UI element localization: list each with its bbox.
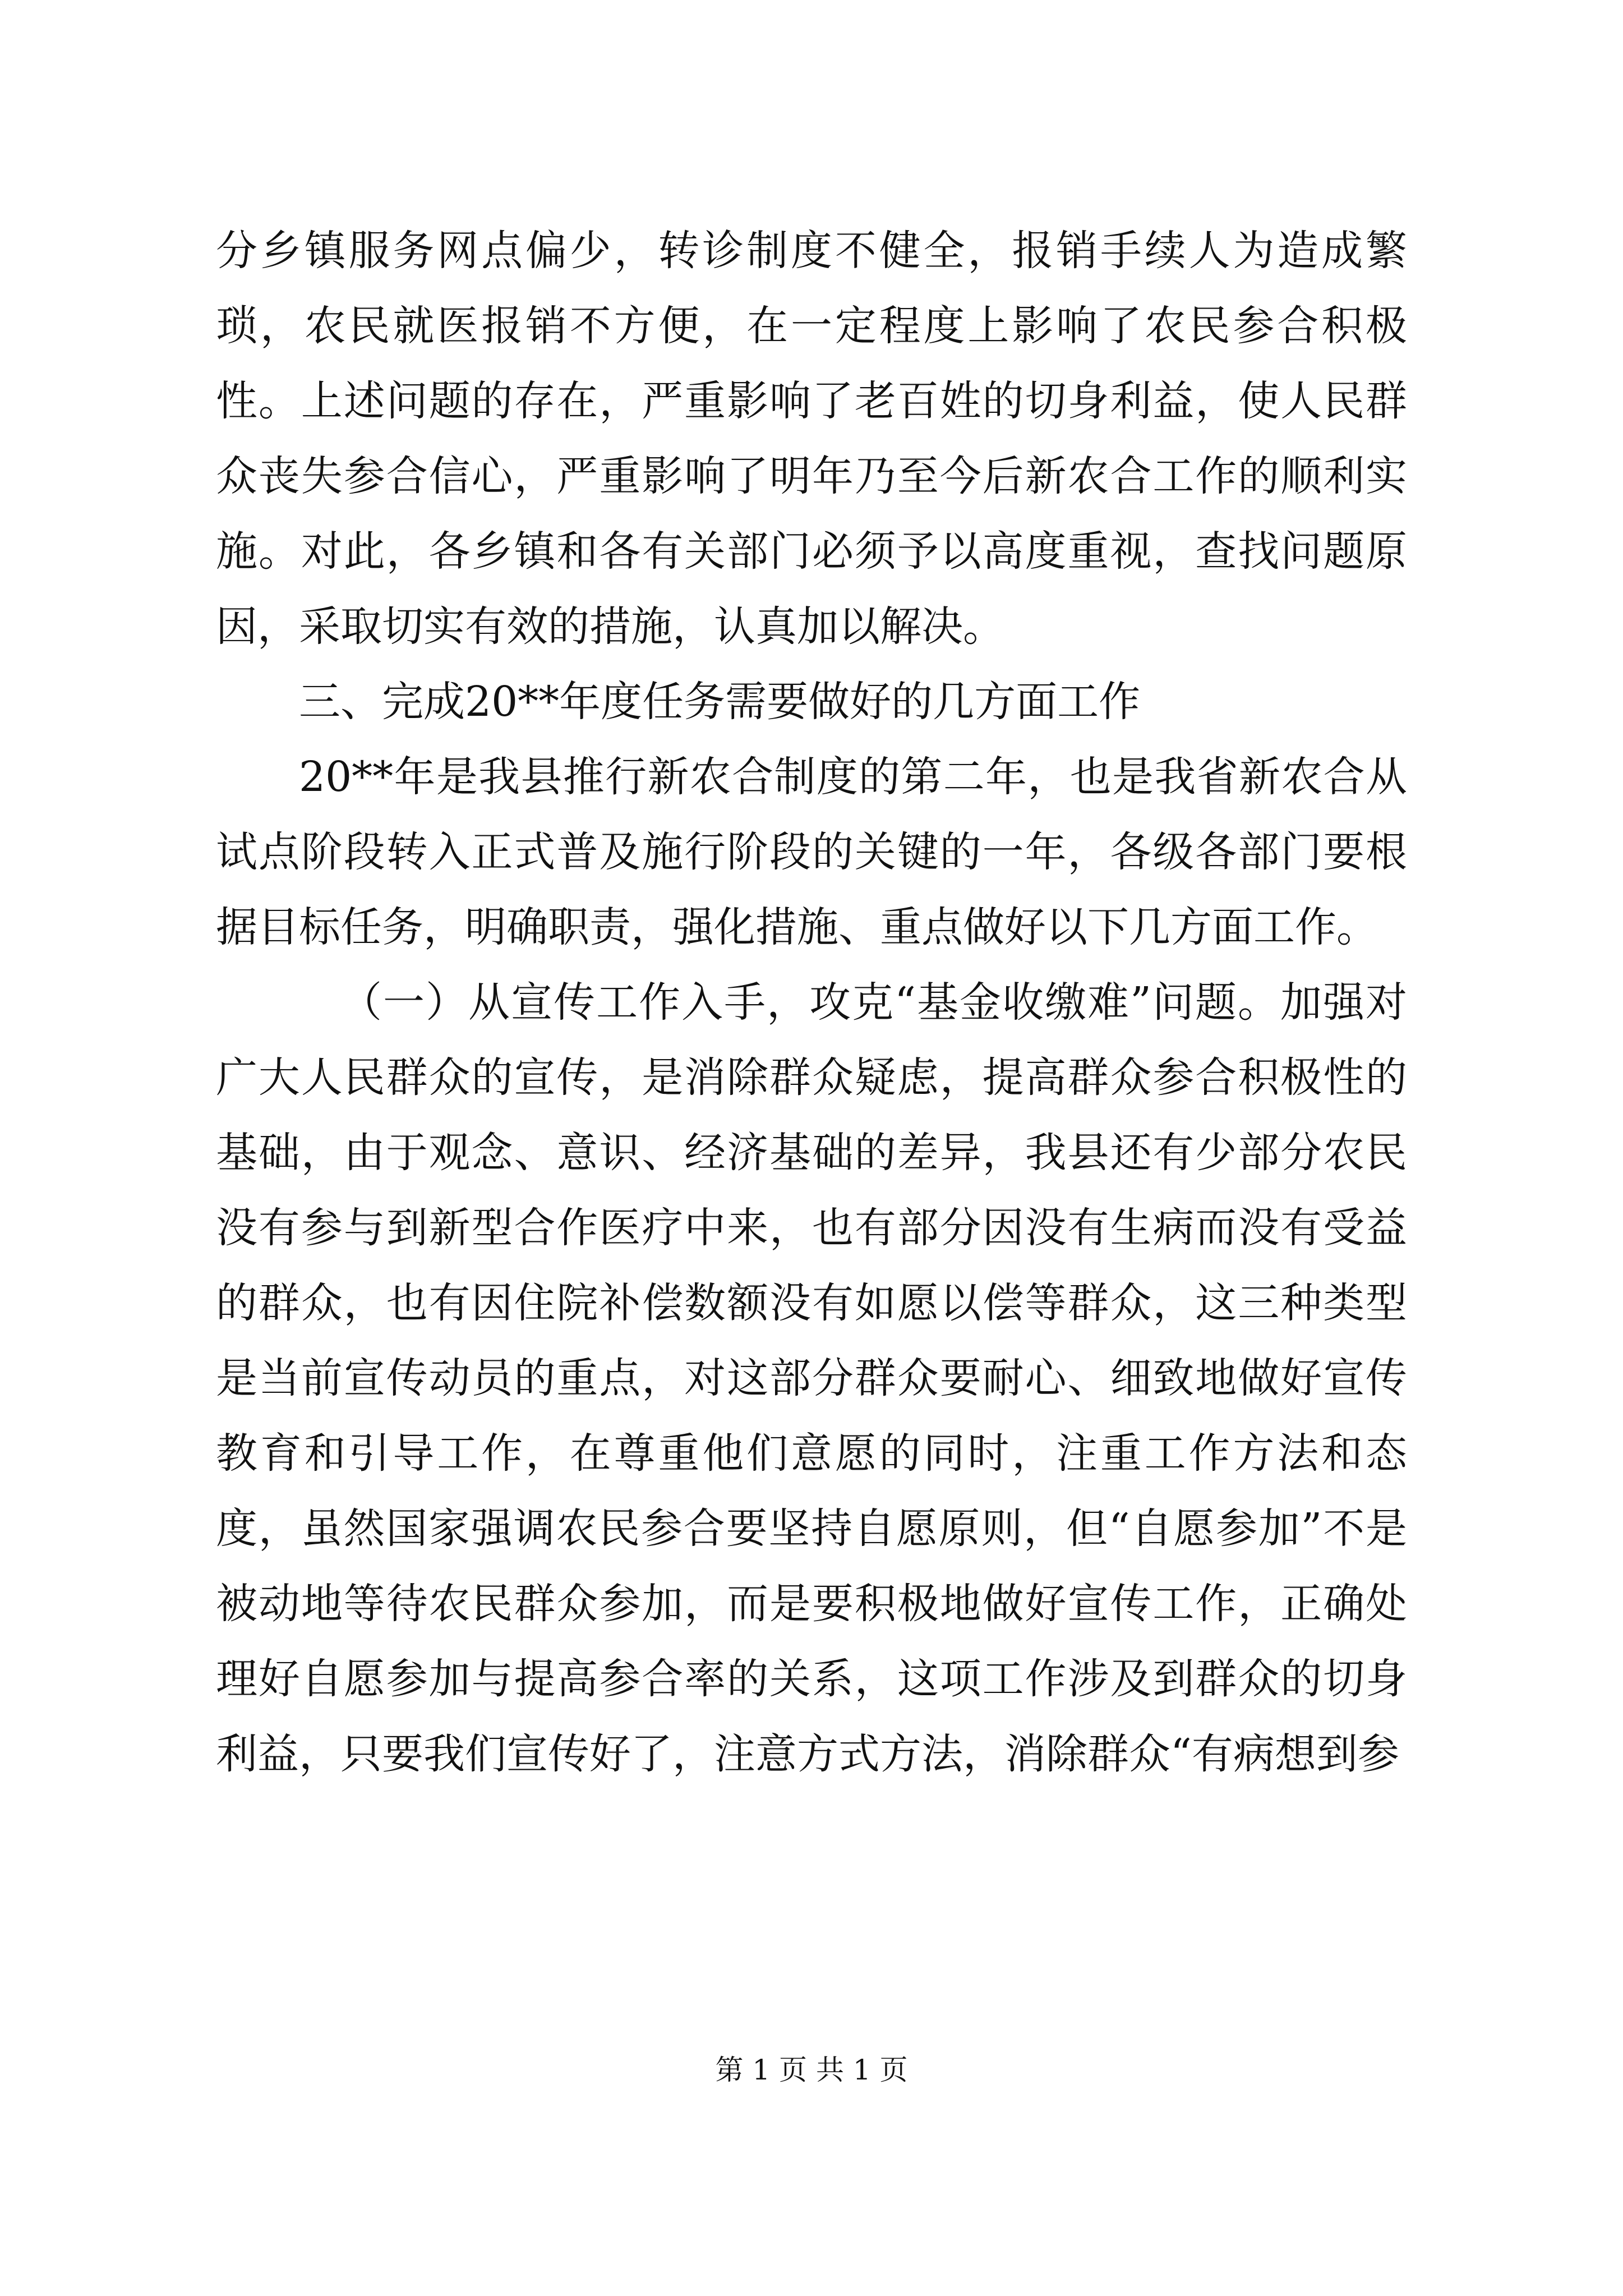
paragraph-intro: 20**年是我县推行新农合制度的第二年，也是我省新农合从试点阶段转入正式普及施行阶段的关键的一年，各级各部门要根据目标任务，明确职责，强化措施、重点做好以下几方面工作。 — [216, 753, 1407, 951]
paragraph-item-one: （一）从宣传工作入手，攻克“基金收缴难”问题。加强对广大人民群众的宣传，是消除群众疑虑，提高群众参合积极性的基础，由于观念、意识、经济基础的差异，我县还有少部分农民没有参与到新型合作医疗中来，也有部分因没有生病而没有受益的群众，也有因住院补偿数额没有如愿以偿等群众，这三种类型是当前宣传动员的重点，对这部分群众要耐心、细致地做好宣传教育和引导工作，在尊重他们意愿的同时，注重工作方法和态度，虽然国家强调农民参合要坚持自愿原则，但“自愿参加”不是被动地等待农民群众参加，而是要积极地做好宣传工作，正确处理好自愿参加与提高参合率的关系，这项工作涉及到群众的切身利益，只要我们宣传好了，注意方式方法，消除群众“有病想到参 — [216, 978, 1407, 1778]
section-heading-three: 三、完成20**年度任务需要做好的几方面工作 — [299, 678, 1141, 726]
page-footer — [0, 2050, 1623, 2090]
document-body — [216, 213, 1407, 1792]
page-number-label: 第 1 页 共 1 页 — [715, 2054, 908, 2086]
paragraph-continuation: 分乡镇服务网点偏少，转诊制度不健全，报销手续人为造成繁琐，农民就医报销不方便，在一定程度上影响了农民参合积极性。上述问题的存在，严重影响了老百姓的切身利益，使人民群众丧失参合信心，严重影响了明年乃至今后新农合工作的顺利实施。对此，各乡镇和各有关部门必须予以高度重视，查找问题原因，采取切实有效的措施，认真加以解决。 — [216, 227, 1407, 651]
